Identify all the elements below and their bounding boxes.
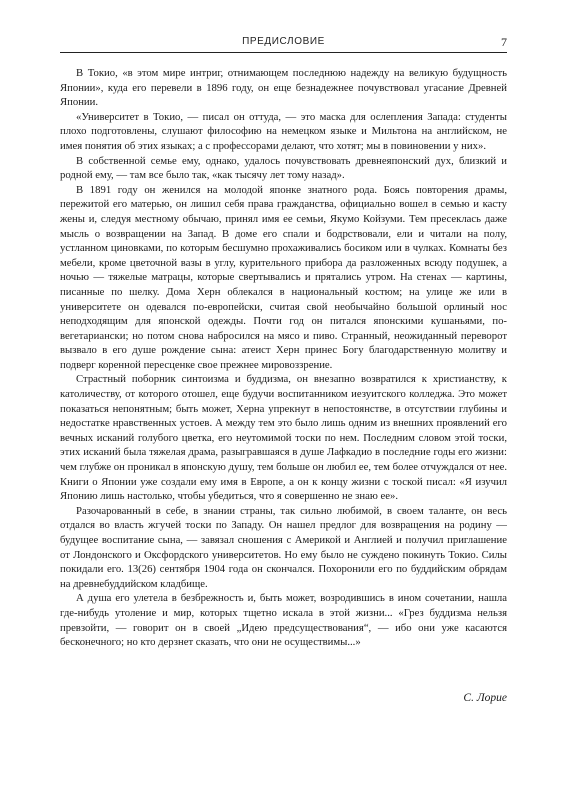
page-header <box>60 36 507 53</box>
body-text <box>60 66 507 650</box>
paragraph: В собственной семье ему, однако, удалось почувствовать древнеяпонский дух, близкий и родной ему, — там все было так, «как тысячу лет тому назад». <box>60 154 507 182</box>
paragraph: А душа его улетела в безбрежность и, быть может, возродившись в ином сочетании, нашла где-нибудь утоление и мир, которых тщетно искала в этой жизни... «Грез буддизма нельзя превзойти, — говорит он в своей „Идею предсуществования“, — ибо они уже касаются бесконечного; но кто дерзнет сказать, что они не осуществимы...» <box>60 592 507 649</box>
paragraph: В 1891 году он женился на молодой японке знатного рода. Боясь повторения драмы, пережитой его матерью, он лишил себя права гражданства, официально вошел в семью и касту жены и, следуя местному обычаю, принял имя ее семьи, Якумо Койзуми. Тем пресеклась даже мысль о возвращении на Запад. В доме его спали и бодрствовали, ели и читали на полу, устланном циновками, по которым бесшумно прохаживались босиком или в чулках. Комнаты без мебели, кроме цветочной вазы в углу, курительного прибора да разложенных всюду подушек, а ночью — тяжелые матрацы, которые свертывались и прятались утром. На стенах — картины, писанные по шелку. Дома Херн облекался в национальный костюм; на улице же или в университете он одевался по-европейски, считая свой необычайно большой орлиный нос неподходящим для японской одежды. Почти год он питался японскими кушаньями, по-вегетариански; но потом снова набросился на мясо и пиво. Странный, неожиданный переворот вызвало в его душе рождение сына: атеист Херн принес Богу благодарственную молитву и подверг коренной пересценке свое прежнее мировоззрение. <box>60 183 507 371</box>
running-head: ПРЕДИСЛОВИЕ <box>242 36 325 47</box>
paragraph: Страстный поборник синтоизма и буддизма, он внезапно возвратился к христианству, к католичеству, от которого отошел, еще будучи воспитанником иезуитского колледжа. Это может показаться непонятным; быть может, Херна упрекнут в непостоянстве, в отсутствии глубины и недостатке нравственных устоев. А между тем это было лишь одним из внешних проявлений его вечных исканий голубого цветка, его неутомимой тоски по нем. Последним словом этой тоски, этих исканий была тяжелая драма, разыгравшаяся в душе Лафкадио в последние годы его жизни: чем глубже он проникал в японскую душу, тем больше он любил ее, тем более отчуждался от нее. Книги о Японии уже создали ему имя в Европе, а он к концу жизни с тоской писал: «Я изучил Японию лишь настолько, чтобы убедиться, что я совершенно не знаю ее». <box>60 373 507 503</box>
paragraph: В Токио, «в этом мире интриг, отнимающем последнюю надежду на великую будущность Японии», куда его перевели в 1896 году, он еще безнадежнее почувствовал угасание Древней Японии. <box>60 67 507 109</box>
author-signature: С. Лорие <box>463 692 507 704</box>
paragraph: «Университет в Токио, — писал он оттуда, — это маска для ослепления Запада: студенты плохо подготовлены, слушают философию на немецком языке и Мильтона на английском, не имея понятия об этих языках; а с профессорами делают, что хотят; мы в повиновении у них». <box>60 110 507 152</box>
page-number: 7 <box>501 35 507 49</box>
paragraph: Разочарованный в себе, в знании страны, так сильно любимой, в своем таланте, он весь отдался во власть жгучей тоски по Западу. Он нашел предлог для возвращения на родину — будущее воспитание сына, — завязал сношения с Америкой и Англией и получил приглашение от Лондонского и Оксфордского университетов. Но ему было не суждено покинуть Токио. Силы покидали его. 13(26) сентября 1904 года он скончался. Похоронили его по буддийским обрядам на древнебуддийском кладбище. <box>60 504 507 590</box>
